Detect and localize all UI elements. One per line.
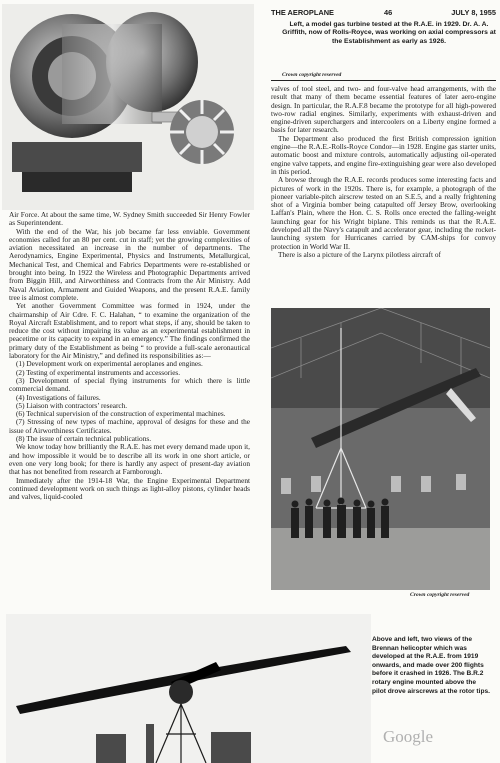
paragraph: valves of tool steel, and two- and four-valve head arrangements, with the result that many of them became essential features of later aero-engine design. In particular, the R.A.F.8 became the prototype for all high-powered two-row radial engines. Similarly, experiments with exhaust-driven and engine-driven superchargers and intercoolers on a Liberty engine formed a basis for later research. — [271, 85, 496, 135]
gas-turbine-photo — [2, 4, 254, 210]
list-item: (3) Development of special flying instruments for which there is little commercial demand. — [9, 375, 250, 394]
caption-divider — [271, 80, 496, 81]
helicopter-hangar-photo — [271, 308, 490, 590]
paragraph: Air Force. At about the same time, W. Sydney Smith succeeded Sir Henry Fowler as Superintendent. — [9, 211, 250, 228]
right-text-column — [271, 85, 496, 303]
paragraph: We know today how brilliantly the R.A.E. has met every demand made upon it, and how impossible it would be to describe all its work in one short article, or even one very long book; for there is hardly any aspect of present-day aviation that has not benefited from research at Farnborough. — [9, 442, 250, 477]
helicopter-caption: Above and left, two views of the Brennan helicopter which was developed at the R.A.E. from 1919 onwards, and made over 200 flights before it crashed in 1926. The B.R.2 rotary engine mounted above the pilot drove airscrews at the rotor tips. — [372, 636, 490, 695]
page-number: 46 — [384, 8, 393, 17]
paragraph: The Department also produced the first British compression ignition engine—the R.A.E.-Rolls-Royce Condor—in 1928. Engine gas starter units, automatic boost and mixture controls, automatically adjusting oil-operated engine valve tappets, and engine fire-extinguishing gear were also developed in this period. — [271, 133, 496, 176]
list-item: (5) Liaison with contractors’ research. — [16, 400, 128, 410]
paragraph: Immediately after the 1914-18 War, the Engine Experimental Department continued development work on such things as light-alloy pistons, cylinder heads and valves, liquid-cooled — [9, 475, 250, 502]
paragraph: There is also a picture of the Larynx pilotless aircraft of — [278, 249, 441, 259]
left-text-column — [9, 211, 250, 609]
list-item: (4) Investigations of failures. — [16, 392, 101, 402]
gas-turbine-caption: Left, a model gas turbine tested at the R.A.E. in 1929. Dr. A. A. Griffith, now of Rolls-Royce, was working on axial compressors at the Establishment as early as 1926. — [282, 21, 496, 45]
issue-date: JULY 8, 1955 — [451, 8, 496, 17]
google-watermark: Google — [383, 727, 434, 746]
hangar-illustration — [271, 308, 490, 590]
list-item: (7) Stressing of new types of machine, approval of designs for these and the issue of Airworthiness Certificates. — [9, 417, 250, 435]
rotor-illustration — [6, 614, 371, 763]
paragraph: A browse through the R.A.E. records produces some interesting facts and pictures of work in the 1920s. There is, for example, a photograph of the pioneer variable-pitch airscrew tested on an S.E.5, and a really frightening shot of a Virginia bomber being catapulted off Jersey Brow, overlooking Laffan's Plain, where the Hon. C. S. Rolls once erected the falling-weight launching gear for his Wright biplane. This reminds us that the R.A.E. developed all the Navy's catapult and accelerator gear, including the rocket-launching system for Hurricanes carried by CAM-ships for convoy protection in World War II. — [271, 175, 496, 251]
magazine-title: THE AEROPLANE — [271, 8, 334, 17]
list-item: (6) Technical supervision of the construction of experimental machines. — [16, 409, 226, 419]
helicopter-photo-credit: Crown copyright reserved — [410, 592, 470, 598]
list-item: (2) Testing of experimental instruments and accessories. — [16, 367, 181, 377]
top-photo-credit: Crown copyright reserved — [282, 72, 342, 78]
gas-turbine-illustration — [2, 4, 254, 210]
list-item: (1) Development work on experimental aeroplanes and engines. — [16, 359, 203, 369]
paragraph: Yet another Government Committee was formed in 1924, under the chairmanship of Air Cdre. F. C. Halahan, “ to examine the organization of the Royal Aircraft Establishment, and to report what steps, if any, should be taken to reduce the cost without impairing its value as an experimental establishment in peacetime or its capacity to expand in an emergency.” The findings confirmed the primary duty of the Establishment as being “ to provide a full-scale aeronautical laboratory for the Air Ministry,” and defined its responsibilities as:— — [9, 301, 250, 361]
paragraph: With the end of the War, his job became far less enviable. Government economies called for an 80 per cent. cut in staff; yet the growing complexities of aviation necessitated an increase in the number of departments. The Aerodynamics, Engine Experimental, Physics and Instruments, Metallurgical, Mechanical Test, and Chemical and Fabrics Departments were re-established or brought into being. In 1922 the Wireless and Photographic Departments arrived from Biggin Hill, and Airworthiness and Contracts from the Air Ministry. Add Naval Aviation, Armament and Guided Weapons, and the present R.A.E. family tree is almost complete. — [9, 226, 250, 302]
running-header — [271, 8, 496, 20]
list-item: (8) The issue of certain technical publications. — [16, 434, 152, 444]
helicopter-rotor-photo — [6, 614, 371, 763]
